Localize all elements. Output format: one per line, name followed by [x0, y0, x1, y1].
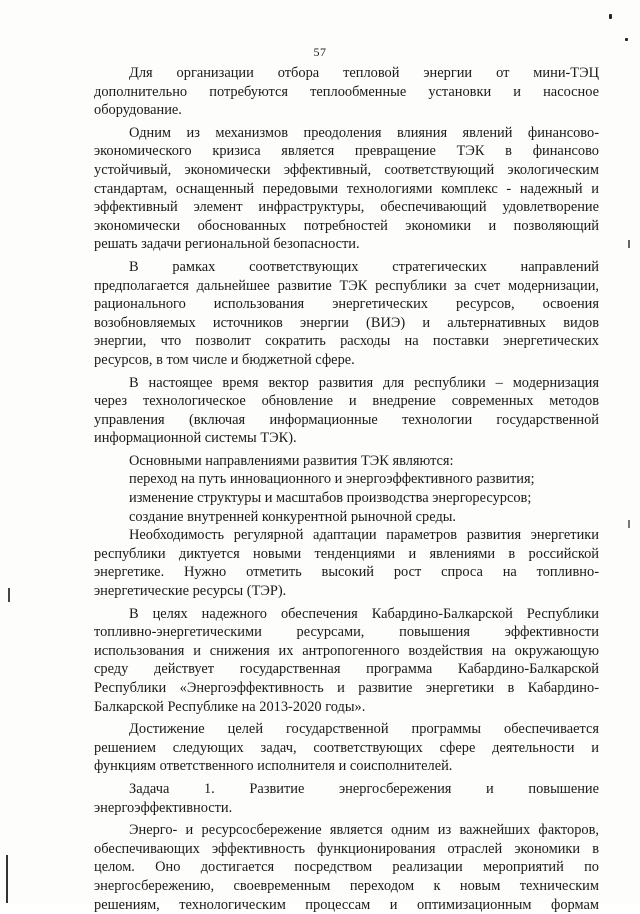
- text-line: Необходимость регулярной адаптации параметров развития энергетики: [129, 527, 599, 544]
- scan-artifact: [609, 14, 612, 19]
- page-number: 57: [313, 45, 327, 59]
- text-line: решениям, технологическим процессам и оптимизационным формам: [94, 896, 599, 913]
- text-line: энергетические ресурсы (ТЭР).: [94, 583, 287, 600]
- text-line: Балкарской Республике на 2013-2020 годы».: [94, 698, 366, 715]
- text-line: информационной системы ТЭК).: [94, 430, 297, 447]
- text-line: энергосбережению, своевременным переходом к новым техническим: [94, 877, 599, 894]
- text-line: В рамках соответствующих стратегических направлений: [129, 258, 599, 275]
- text-line: использования и снижения их антропогенного воздействия на окружающую: [94, 642, 599, 659]
- text-line: обеспечивающих эффективность функционирования отраслей экономики в: [94, 840, 599, 857]
- text-line: экономически обоснованных потребностей экономики и позволяющий: [94, 217, 599, 234]
- text-line: Задача 1. Развитие энергосбережения и повышение: [129, 780, 599, 797]
- text-line: решать задачи региональной безопасности.: [94, 236, 360, 253]
- text-line: оборудование.: [94, 102, 182, 119]
- scan-artifact: [628, 520, 630, 528]
- text-line: управления (включая информационные технологии государственной: [94, 411, 599, 428]
- text-line: В целях надежного обеспечения Кабардино-Балкарской Республики: [129, 605, 599, 622]
- scan-artifact: [8, 588, 10, 602]
- text-line: В настоящее время вектор развития для республики – модернизация: [129, 374, 599, 391]
- text-line: Энерго- и ресурсосбережение является одним из важнейших факторов,: [129, 822, 599, 839]
- text-line: экономического кризиса является превращение ТЭК в финансово: [94, 143, 599, 160]
- text-line: создание внутренней конкурентной рыночной среды.: [129, 508, 457, 525]
- scan-artifact: [628, 240, 630, 248]
- text-line: изменение структуры и масштабов производства энергоресурсов;: [129, 490, 532, 507]
- text-line: республики диктуется новыми тенденциями и явлениями в российской: [94, 545, 599, 562]
- text-line: предполагается дальнейшее развитие ТЭК республики за счет модернизации,: [94, 277, 599, 294]
- text-line: устойчивый, экономически эффективный, соответствующий экологическим: [94, 161, 599, 178]
- text-line: ресурсов, в том числе и бюджетной сфере.: [94, 351, 355, 368]
- text-line: стандартам, оснащенный передовыми технологиями комплекс - надежный и: [94, 180, 599, 197]
- text-line: Республики «Энергоэффективность и развитие энергетики в Кабардино-: [94, 680, 599, 696]
- text-line: Одним из механизмов преодоления влияния явлений финансово-: [129, 124, 599, 141]
- text-line: решением следующих задач, соответствующих сфере деятельности и: [94, 739, 599, 756]
- text-line: энергии, что позволит сократить расходы на поставки энергетических: [94, 333, 599, 350]
- text-line: энергоэффективности.: [94, 799, 233, 816]
- text-line: энергетике. Нужно отметить высокий рост спроса на топливно-: [94, 564, 599, 581]
- text-line: Для организации отбора тепловой энергии от мини-ТЭЦ: [129, 65, 599, 81]
- text-line: топливно-энергетическими ресурсами, повышения эффективности: [94, 624, 599, 641]
- text-line: Достижение целей государственной программы обеспечивается: [129, 721, 599, 738]
- body-text: [94, 64, 599, 914]
- text-line: эффективный элемент инфраструктуры, обеспечивающий удовлетворение: [94, 199, 599, 216]
- scan-artifact: [6, 855, 8, 903]
- text-line: целом. Оно достигается посредством реализации мероприятий по: [94, 859, 599, 876]
- text-line: переход на путь инновационного и энергоэффективного развития;: [129, 471, 535, 488]
- text-line: Основными направлениями развития ТЭК являются:: [129, 452, 454, 469]
- text-line: функциям ответственного исполнителя и соисполнителей.: [94, 758, 453, 775]
- text-line: рационального использования энергетических ресурсов, освоения: [94, 296, 599, 313]
- text-line: через технологическое обновление и внедрение современных методов: [94, 393, 599, 410]
- text-line: дополнительно потребуются теплообменные установки и насосное: [94, 83, 599, 100]
- text-line: возобновляемых источников энергии (ВИЭ) и альтернативных видов: [94, 314, 599, 331]
- scan-artifact: [625, 38, 628, 41]
- text-line: среду действует государственная программа Кабардино-Балкарской: [94, 661, 599, 678]
